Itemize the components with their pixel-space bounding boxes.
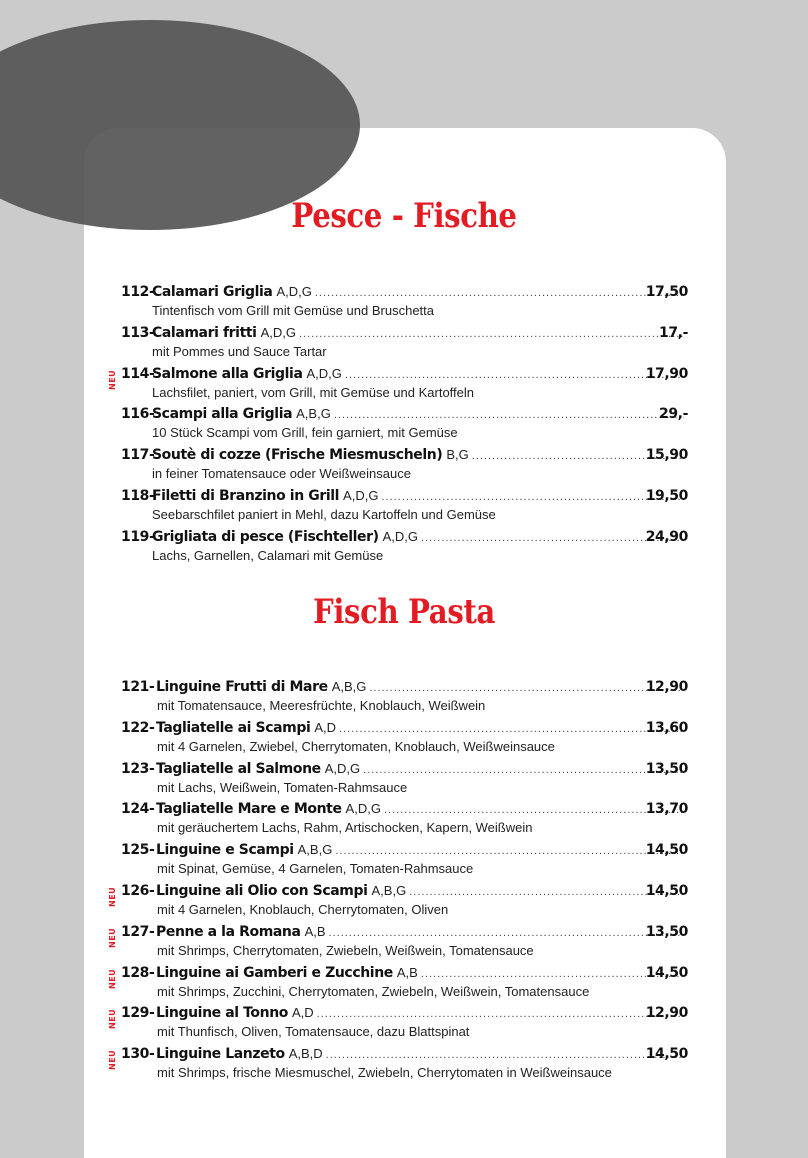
item-title-line [156, 924, 688, 942]
item-description: Seebarschfilet paniert in Mehl, dazu Kartoffeln und Gemüse [152, 507, 496, 522]
item-price: 24,90 [645, 528, 688, 545]
menu-item [0, 761, 808, 801]
item-price: 14,50 [645, 964, 688, 981]
dot-leader [326, 1049, 684, 1061]
item-name: Tagliatelle al Salmone [156, 760, 321, 777]
item-title-line [152, 447, 688, 465]
item-title-line [152, 284, 688, 302]
item-number: 127- [121, 923, 155, 940]
item-name: Linguine al Tonno [156, 1005, 288, 1022]
item-title-line [156, 1046, 688, 1064]
menu-item [0, 842, 808, 882]
new-badge: NEU [108, 369, 117, 390]
item-name: Salmone alla Griglia [152, 365, 303, 382]
item-price: 12,90 [645, 1005, 688, 1022]
menu-item [0, 1046, 808, 1086]
item-description: mit Shrimps, Cherrytomaten, Zwiebeln, Weißwein, Tomatensauce [157, 942, 534, 958]
dot-leader [339, 723, 684, 735]
item-number: 128- [121, 964, 155, 981]
dot-leader [384, 804, 684, 816]
item-description: mit Pommes und Sauce Tartar [152, 343, 327, 359]
allergen-codes: A,B,D [288, 1046, 323, 1062]
item-title-line [152, 366, 688, 384]
item-name: Calamari Griglia [152, 284, 273, 300]
item-name: Tagliatelle ai Scampi [156, 719, 311, 736]
allergen-codes: A,D,G [382, 528, 419, 544]
item-description: 10 Stück Scampi vom Grill, fein garniert, mit Gemüse [152, 425, 458, 441]
allergen-codes: A,D,G [306, 365, 342, 381]
item-price: 14,50 [645, 1046, 688, 1063]
item-number: 114- [121, 365, 155, 382]
item-number: 113- [121, 324, 155, 341]
menu-item [0, 965, 808, 1005]
item-description: Tintenfisch vom Grill mit Gemüse und Bruschetta [152, 303, 435, 318]
item-price: 12,90 [645, 679, 688, 695]
dot-leader [315, 287, 684, 299]
dot-leader [409, 886, 684, 898]
item-description: mit 4 Garnelen, Knoblauch, Cherrytomaten, Oliven [157, 902, 449, 917]
item-description: mit Tomatensauce, Meeresfrüchte, Knoblauch, Weißwein [157, 698, 486, 713]
item-name: Filetti di Branzino in Grill [152, 488, 340, 504]
new-badge: NEU [108, 886, 117, 908]
allergen-codes: A,D,G [343, 488, 379, 503]
item-title-line [156, 965, 688, 983]
dot-leader [363, 764, 684, 776]
allergen-codes: A,B [304, 923, 326, 939]
allergen-codes: A,D [314, 719, 337, 735]
item-number: 116- [121, 406, 155, 423]
item-title-line [156, 883, 688, 901]
allergen-codes: A,B,G [296, 406, 331, 422]
dot-leader [299, 328, 684, 340]
item-price: 13,50 [645, 760, 688, 777]
allergen-codes: A,D,G [276, 284, 312, 299]
menu-item [0, 883, 808, 923]
menu-item [0, 720, 808, 760]
dot-leader [381, 491, 684, 503]
section-title-pasta: Fisch Pasta [313, 592, 495, 632]
new-badge: NEU [108, 1050, 117, 1071]
allergen-codes: A,B [396, 964, 418, 980]
item-title-line [152, 406, 688, 424]
item-description: Lachs, Garnellen, Calamari mit Gemüse [152, 547, 384, 563]
menu-item [0, 284, 808, 324]
allergen-codes: A,D,G [345, 801, 381, 817]
item-price: 29,- [658, 406, 688, 423]
item-number: 124- [121, 801, 155, 818]
allergen-codes: A,D [292, 1005, 314, 1021]
item-number: 123- [121, 760, 155, 777]
menu-item [0, 801, 808, 841]
item-name: Linguine ali Olio con Scampi [156, 883, 368, 899]
item-number: 118- [121, 488, 155, 504]
item-title-line [152, 488, 688, 506]
menu-item [0, 488, 808, 528]
item-description: mit Spinat, Gemüse, 4 Garnelen, Tomaten-Rahmsauce [157, 861, 474, 877]
dot-leader [421, 968, 684, 980]
item-name: Linguine Lanzeto [156, 1046, 285, 1063]
menu-item [0, 325, 808, 365]
dot-leader [335, 845, 684, 857]
item-description: mit Lachs, Weißwein, Tomaten-Rahmsauce [157, 779, 408, 795]
item-number: 130- [121, 1046, 155, 1063]
item-title-line [156, 679, 688, 697]
allergen-codes: A,D,G [324, 760, 361, 776]
allergen-codes: A,B,G [371, 883, 407, 898]
allergen-codes: A,D,G [260, 324, 296, 340]
item-number: 125- [121, 842, 155, 859]
item-price: 14,50 [645, 883, 688, 899]
item-description: mit geräuchertem Lachs, Rahm, Artischocken, Kapern, Weißwein [157, 820, 533, 836]
menu-item [0, 924, 808, 964]
section-title-pesce: Pesce - Fische [291, 196, 517, 236]
item-number: 117- [121, 447, 155, 464]
item-name: Tagliatelle Mare e Monte [156, 801, 342, 818]
item-title-line [156, 842, 688, 860]
menu-item [0, 1005, 808, 1045]
item-name: Scampi alla Griglia [152, 406, 293, 423]
item-name: Linguine e Scampi [156, 842, 294, 859]
menu-item [0, 366, 808, 406]
item-description: mit Shrimps, Zucchini, Cherrytomaten, Zwiebeln, Weißwein, Tomatensauce [157, 983, 590, 999]
item-price: 14,50 [645, 842, 688, 859]
dot-leader [369, 682, 684, 694]
allergen-codes: A,B,G [331, 679, 367, 694]
item-number: 129- [121, 1005, 155, 1022]
item-price: 17,90 [645, 365, 688, 382]
item-number: 112- [121, 284, 155, 300]
item-description: in feiner Tomatensauce oder Weißweinsauce [152, 466, 411, 482]
item-number: 119- [121, 528, 155, 545]
item-title-line [156, 801, 688, 819]
item-title-line [156, 1005, 688, 1023]
item-name: Grigliata di pesce (Fischteller) [152, 528, 379, 545]
item-price: 19,50 [645, 488, 688, 504]
allergen-codes: A,B,G [297, 842, 333, 858]
item-number: 122- [121, 719, 155, 736]
item-number: 126- [121, 883, 155, 899]
item-description: mit Shrimps, frische Miesmuschel, Zwiebeln, Cherrytomaten in Weißweinsauce [157, 1065, 612, 1081]
dot-leader [421, 532, 684, 544]
new-badge: NEU [108, 968, 117, 989]
new-badge: NEU [108, 927, 117, 948]
menu-item [0, 679, 808, 719]
item-price: 17,50 [645, 284, 688, 300]
item-title-line [156, 720, 688, 738]
item-name: Calamari fritti [152, 324, 257, 341]
dot-leader [329, 927, 684, 939]
dot-leader [317, 1008, 684, 1020]
menu-item [0, 406, 808, 446]
item-title-line [152, 325, 688, 343]
item-price: 15,90 [645, 447, 688, 464]
item-description: mit 4 Garnelen, Zwiebel, Cherrytomaten, Knoblauch, Weißweinsauce [157, 738, 555, 754]
item-description: mit Thunfisch, Oliven, Tomatensauce, dazu Blattspinat [157, 1024, 470, 1040]
item-name: Linguine Frutti di Mare [156, 679, 328, 695]
item-title-line [152, 529, 688, 547]
item-price: 17,- [658, 324, 688, 341]
item-price: 13,70 [645, 801, 688, 818]
item-number: 121- [121, 679, 155, 695]
item-description: Lachsfilet, paniert, vom Grill, mit Gemüse und Kartoffeln [152, 384, 475, 400]
dot-leader [334, 409, 684, 421]
item-name: Penne a la Romana [156, 923, 301, 940]
item-title-line [156, 761, 688, 779]
menu-item [0, 529, 808, 569]
item-name: Soutè di cozze (Frische Miesmuscheln) [152, 447, 443, 464]
item-price: 13,60 [645, 719, 688, 736]
item-name: Linguine ai Gamberi e Zucchine [156, 964, 393, 981]
menu-item [0, 447, 808, 487]
new-badge: NEU [108, 1009, 117, 1030]
dot-leader [345, 369, 684, 381]
allergen-codes: B,G [446, 447, 469, 463]
item-price: 13,50 [645, 923, 688, 940]
